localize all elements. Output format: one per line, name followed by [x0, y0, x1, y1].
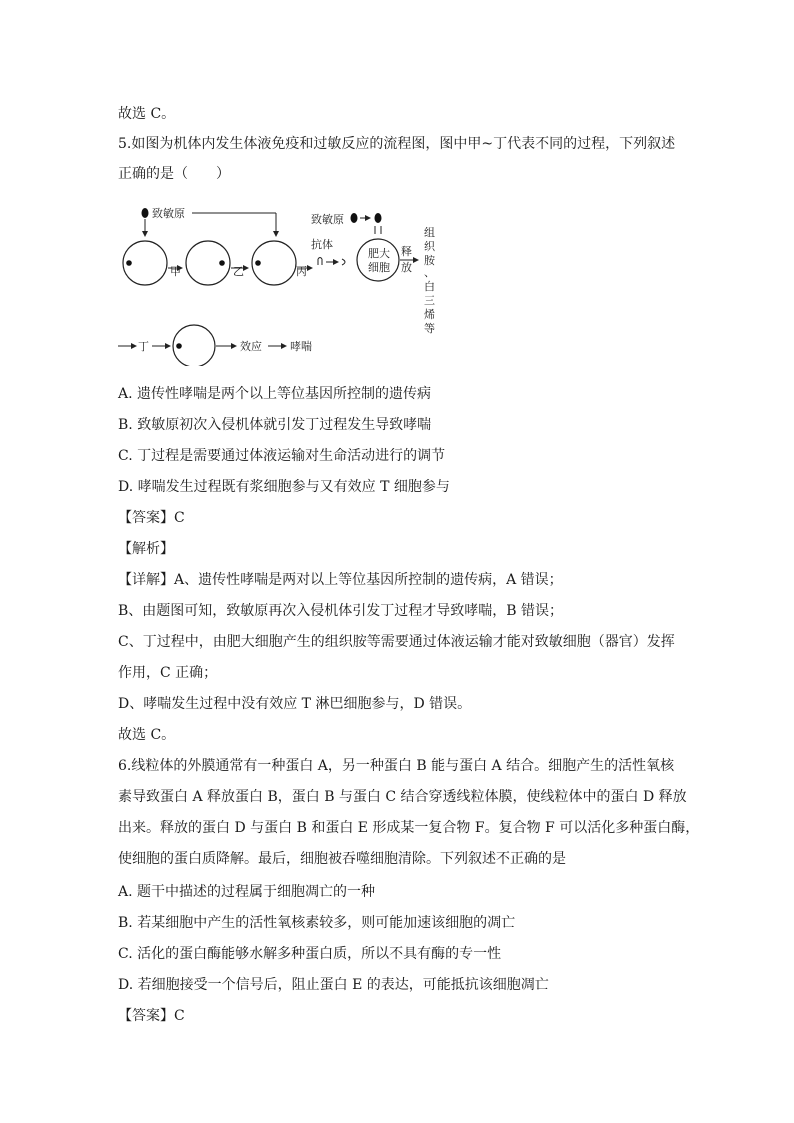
q5-option-c: C. 丁过程是需要通过体液运输对生命活动进行的调节: [118, 448, 446, 464]
cell-1-nucleus: [126, 260, 132, 266]
mast-cell-line2: 细胞: [368, 261, 390, 274]
cell-3-nucleus: [255, 260, 261, 266]
products-vertical-text: [424, 226, 436, 335]
immune-flow-diagram: [112, 196, 452, 366]
q5-option-b: B. 致敏原初次入侵机体就引发丁过程发生导致哮喘: [118, 417, 432, 433]
q4-conclusion: 故选 C。: [118, 106, 176, 122]
q5-detail-c-cont: 作用，C 正确；: [118, 665, 218, 681]
q5-stem-line1: 5.如图为机体内发生体液免疫和过敏反应的流程图，图中甲~丁代表不同的过程，下列叙述: [118, 136, 676, 152]
svg-text:等: 等: [424, 322, 435, 335]
release-label: 释: [401, 245, 412, 258]
allergen-top-label: 致敏原: [152, 207, 185, 220]
q5-detail-b: B、由题图可知，致敏原再次入侵机体引发丁过程才导致哮喘，B 错误；: [118, 603, 564, 619]
effect-label: 效应: [240, 340, 262, 353]
label-jia: 甲: [170, 265, 181, 278]
target-cell-nucleus: [176, 343, 182, 349]
q6-stem-line2: 素导致蛋白 A 释放蛋白 B，蛋白 B 与蛋白 C 结合穿透线粒体膜，使线粒体中的蛋白 D 释放: [118, 789, 687, 805]
asthma-label: 哮喘: [290, 340, 312, 353]
label-ding: 丁: [138, 340, 149, 353]
svg-text:白: 白: [424, 280, 435, 293]
q6-stem-line4: 使细胞的蛋白质降解。最后，细胞被吞噬细胞清除。下列叙述不正确的是: [118, 851, 566, 867]
q6-option-a: A. 题干中描述的过程属于细胞凋亡的一种: [118, 884, 376, 900]
q6-option-d: D. 若细胞接受一个信号后，阻止蛋白 E 的表达，可能抵抗该细胞凋亡: [118, 977, 549, 993]
receptor-symbol: [342, 259, 345, 265]
q5-analysis-title: 【解析】: [118, 541, 174, 557]
q5-detail-a: 【详解】A、遗传性哮喘是两对以上等位基因所控制的遗传病，A 错误；: [118, 572, 563, 588]
q5-conclusion: 故选 C。: [118, 727, 176, 743]
mast-cell-line1: 肥大: [368, 247, 390, 260]
bound-antibody: [375, 226, 381, 234]
release-label-2: 放: [401, 261, 412, 274]
allergen-dot-top: [142, 208, 149, 218]
q6-answer: 【答案】C: [118, 1008, 185, 1024]
q6-stem-line1: 6.线粒体的外膜通常有一种蛋白 A，另一种蛋白 B 能与蛋白 A 结合。细胞产生的活性氧核: [118, 758, 675, 774]
antibody-label: 抗体: [311, 238, 333, 251]
svg-text:烯: 烯: [424, 308, 435, 321]
svg-text:织: 织: [424, 240, 435, 253]
allergen-dot-right-2: [375, 213, 382, 223]
svg-text:三: 三: [424, 294, 435, 307]
q6-option-c: C. 活化的蛋白酶能够水解多种蛋白质，所以不具有酶的专一性: [118, 946, 502, 962]
cell-2-nucleus: [219, 260, 225, 266]
allergen-right-label: 致敏原: [311, 213, 344, 226]
svg-text:胺: 胺: [424, 254, 435, 267]
q5-answer: 【答案】C: [118, 510, 185, 526]
svg-text:、: 、: [424, 266, 435, 279]
mast-cell: [357, 239, 399, 281]
q5-detail-d: D、哮喘发生过程中没有效应 T 淋巴细胞参与，D 错误。: [118, 696, 472, 712]
antibody-symbol: [318, 258, 322, 266]
q5-stem-line2: 正确的是（ ）: [118, 166, 230, 182]
immune-flow-svg: [112, 196, 452, 366]
q5-option-a: A. 遗传性哮喘是两个以上等位基因所控制的遗传病: [118, 386, 432, 402]
q6-option-b: B. 若某细胞中产生的活性氧核素较多，则可能加速该细胞的凋亡: [118, 915, 516, 931]
q5-detail-c: C、丁过程中，由肥大细胞产生的组织胺等需要通过体液运输才能对致敏细胞（器官）发挥: [118, 634, 675, 650]
allergen-dot-right-1: [351, 213, 358, 223]
q6-stem-line3: 出来。释放的蛋白 D 与蛋白 B 和蛋白 E 形成某一复合物 F。复合物 F 可以活化多种蛋白酶，: [118, 820, 700, 836]
q5-option-d: D. 哮喘发生过程既有浆细胞参与又有效应 T 细胞参与: [118, 479, 450, 495]
label-bing: 丙: [296, 265, 307, 278]
svg-text:组: 组: [424, 226, 435, 239]
label-yi: 乙: [233, 265, 244, 278]
